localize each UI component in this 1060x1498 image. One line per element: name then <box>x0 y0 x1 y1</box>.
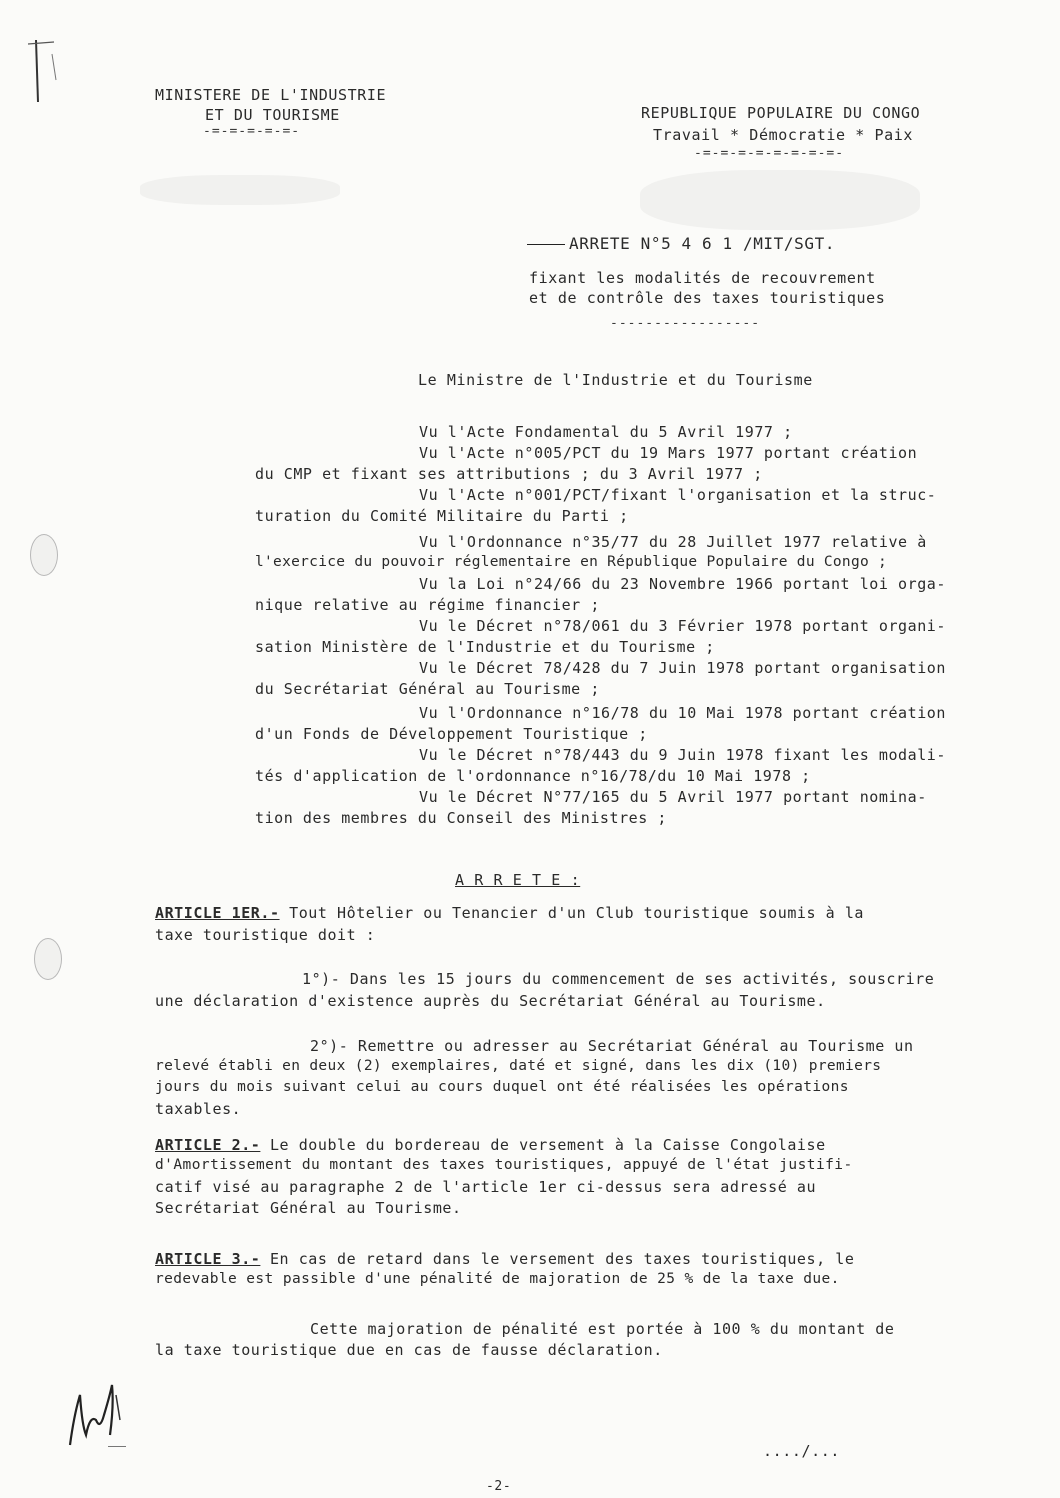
arrete-number <box>527 233 835 255</box>
republic-name: REPUBLIQUE POPULAIRE DU CONGO <box>641 104 921 122</box>
article-1-text: Tout Hôtelier ou Tenancier d'un Club touristique soumis à la <box>279 904 864 922</box>
visa-line: l'exercice du pouvoir réglementaire en République Populaire du Congo ; <box>255 554 888 570</box>
republic-rule: -=-=-=-=-=-=-=-=- <box>694 146 845 161</box>
article-3-line4: la taxe touristique due en cas de fausse déclaration. <box>155 1341 663 1359</box>
visa-line: turation du Comité Militaire du Parti ; <box>255 507 629 525</box>
article-3-line2: redevable est passible d'une pénalité de majoration de 25 % de la taxe due. <box>155 1271 840 1287</box>
visa-line: Vu l'Acte Fondamental du 5 Avril 1977 ; <box>419 423 793 441</box>
punch-hole-upper <box>30 534 58 576</box>
article-3-label: ARTICLE 3.- <box>155 1250 261 1268</box>
article-1-line2: taxe touristique doit : <box>155 926 376 944</box>
visa-line: Vu le Décret n°78/061 du 3 Février 1978 portant organi- <box>419 617 946 635</box>
article-2-text: Le double du bordereau de versement à la Caisse Congolaise <box>260 1136 826 1154</box>
ministry-rule: -=-=-=-=-=- <box>203 124 301 139</box>
visa-line: Vu le Décret 78/428 du 7 Juin 1978 portant organisation <box>419 659 946 677</box>
visa-line: tés d'application de l'ordonnance n°16/78/du 10 Mai 1978 ; <box>255 767 811 785</box>
visa-line: du CMP et fixant ses attributions ; du 3 Avril 1977 ; <box>255 465 763 483</box>
visa-line: Vu l'Ordonnance n°16/78 du 10 Mai 1978 portant création <box>419 704 946 722</box>
article-1-line1 <box>155 904 864 922</box>
scan-mark <box>108 1446 126 1447</box>
ministry-name-line2: ET DU TOURISME <box>205 106 340 124</box>
article-1-label: ARTICLE 1ER.- <box>155 904 280 922</box>
article-2-line1 <box>155 1136 826 1154</box>
visa-line: du Secrétariat Général au Tourisme ; <box>255 680 600 698</box>
article-1-item1-line1: 1°)- Dans les 15 jours du commencement de ses activités, souscrire <box>302 970 935 988</box>
scan-smudge <box>140 175 340 205</box>
arrete-subject-rule: ----------------- <box>610 316 761 331</box>
arrete-heading: A R R E T E : <box>455 871 581 889</box>
continuation-mark: ..../... <box>763 1442 841 1460</box>
page-number: -2- <box>486 1479 512 1494</box>
arrete-subject-line2: et de contrôle des taxes touristiques <box>529 289 886 307</box>
visa-line: d'un Fonds de Développement Touristique ; <box>255 725 648 743</box>
visa-line: Vu le Décret N°77/165 du 5 Avril 1977 portant nomina- <box>419 788 927 806</box>
article-3-line3: Cette majoration de pénalité est portée à 100 % du montant de <box>310 1320 895 1338</box>
article-1-item1-line2: une déclaration d'existence auprès du Secrétariat Général au Tourisme. <box>155 992 826 1010</box>
article-1-item2-line1: 2°)- Remettre ou adresser au Secrétariat Général au Tourisme un <box>310 1037 914 1055</box>
visa-line: Vu l'Acte n°001/PCT/fixant l'organisation et la struc- <box>419 486 937 504</box>
article-2-line4: Secrétariat Général au Tourisme. <box>155 1199 462 1217</box>
national-motto: Travail * Démocratie * Paix <box>653 126 914 144</box>
arrete-number-text: ARRETE N°5 4 6 1 /MIT/SGT. <box>569 234 836 253</box>
article-1-item2-line2: relevé établi en deux (2) exemplaires, daté et signé, dans les dix (10) premiers <box>155 1058 882 1074</box>
article-2-line3: catif visé au paragraphe 2 de l'article 1er ci-dessus sera adressé au <box>155 1178 817 1196</box>
scan-smudge <box>640 170 920 230</box>
article-2-label: ARTICLE 2.- <box>155 1136 261 1154</box>
article-3-text: En cas de retard dans le versement des taxes touristiques, le <box>260 1250 855 1268</box>
pen-mark-icon <box>24 30 64 110</box>
minister-title: Le Ministre de l'Industrie et du Tourisme <box>418 371 813 389</box>
article-2-line2: d'Amortissement du montant des taxes touristiques, appuyé de l'état justifi- <box>155 1157 853 1173</box>
visa-line: Vu l'Ordonnance n°35/77 du 28 Juillet 1977 relative à <box>419 533 927 551</box>
visa-line: Vu la Loi n°24/66 du 23 Novembre 1966 portant loi orga- <box>419 575 946 593</box>
visa-line: tion des membres du Conseil des Ministres ; <box>255 809 667 827</box>
visa-line: Vu le Décret n°78/443 du 9 Juin 1978 fixant les modali- <box>419 746 946 764</box>
article-1-item2-line4: taxables. <box>155 1100 242 1118</box>
article-3-line1 <box>155 1250 854 1268</box>
visa-line: sation Ministère de l'Industrie et du Tourisme ; <box>255 638 715 656</box>
arrete-subject-line1: fixant les modalités de recouvrement <box>529 269 876 287</box>
ministry-name: MINISTERE DE L'INDUSTRIE <box>155 86 387 104</box>
punch-hole-lower <box>34 938 62 980</box>
handwritten-initials-icon <box>60 1365 130 1455</box>
article-1-item2-line3: jours du mois suivant celui au cours duquel ont été réalisées les opérations <box>155 1079 849 1095</box>
visa-line: nique relative au régime financier ; <box>255 596 600 614</box>
visa-line: Vu l'Acte n°005/PCT du 19 Mars 1977 portant création <box>419 444 918 462</box>
